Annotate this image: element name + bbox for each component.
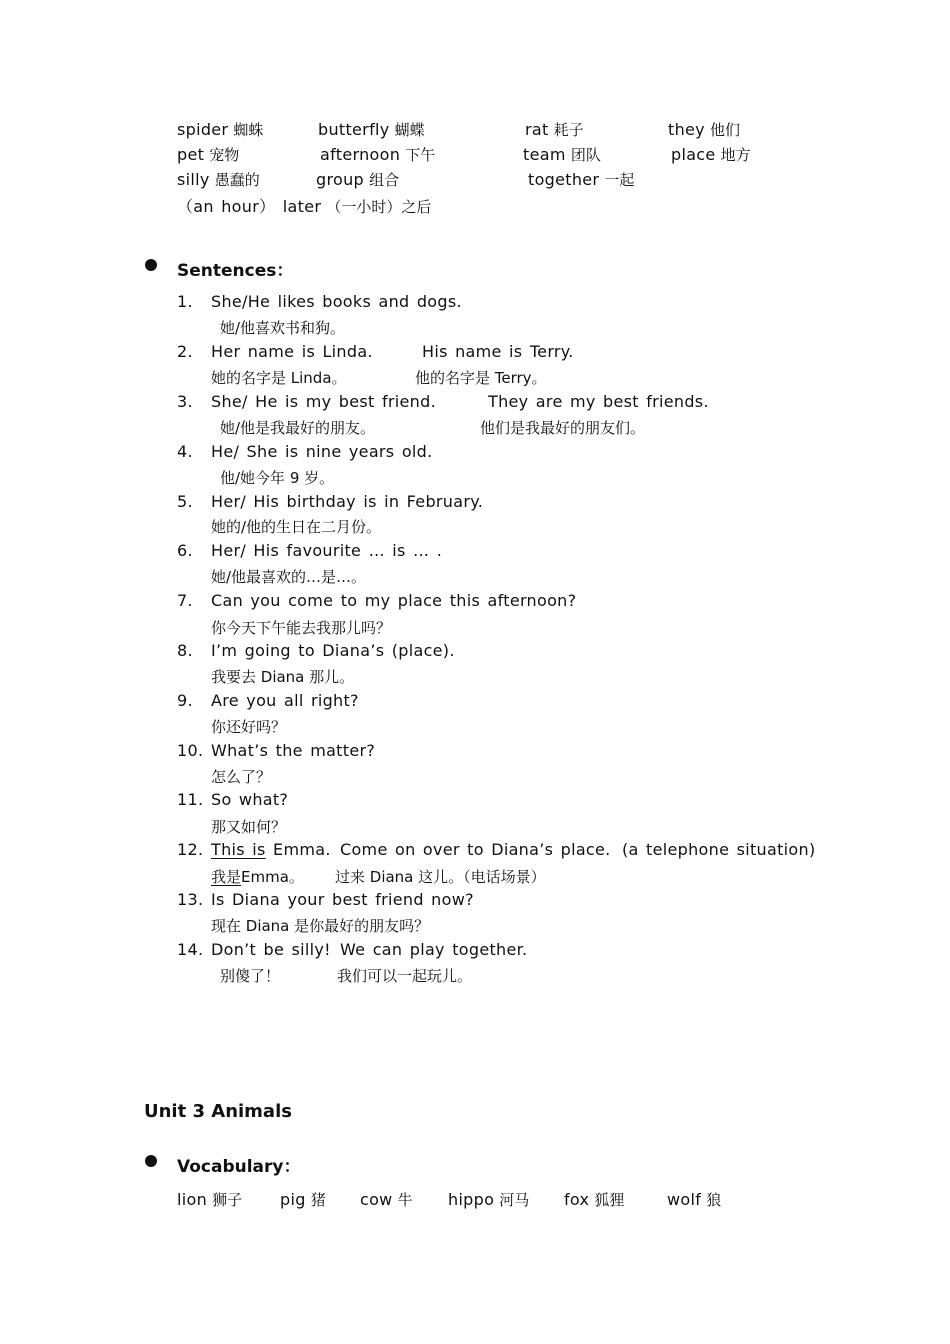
sentence-number: 9.: [177, 691, 193, 710]
sentence-english: This is Emma.: [211, 840, 331, 859]
sentence-english: Can you come to my place this afternoon?: [211, 591, 577, 610]
sentence-chinese: 她/他是我最好的朋友。: [220, 419, 376, 437]
vocab-item: fox 狐狸: [564, 1190, 625, 1209]
sentence-number: 5.: [177, 492, 193, 511]
sentence-chinese: 那又如何？: [211, 818, 287, 836]
sentence-number: 4.: [177, 442, 193, 461]
sentence-number: 13.: [177, 890, 204, 909]
sentence-number: 6.: [177, 541, 193, 560]
sentence-english: Her/ His birthday is in February.: [211, 492, 484, 511]
sentence-number: 2.: [177, 342, 193, 361]
underlined-phrase: This is: [211, 840, 266, 859]
sentence-english: His name is Terry.: [422, 342, 574, 361]
sentence-chinese: 我是Emma。: [211, 868, 304, 886]
vocab-item: butterfly 蝴蝶: [318, 120, 425, 139]
sentence-chinese: 他/她今年 9 岁。: [220, 469, 335, 487]
vocab-item: rat 耗子: [525, 120, 584, 139]
sentence-chinese: 她/他喜欢书和狗。: [220, 319, 346, 337]
vocab-item: cow 牛: [360, 1190, 413, 1209]
bullet-icon: [145, 259, 157, 271]
vocabulary-heading: Vocabulary：: [177, 1157, 301, 1177]
sentence-chinese: 你今天下午能去我那儿吗？: [211, 619, 392, 637]
bullet-icon: [145, 1155, 157, 1167]
sentence-chinese: 我们可以一起玩儿。: [337, 967, 473, 985]
vocab-item: team 团队: [523, 145, 601, 164]
vocab-item: lion 狮子: [177, 1190, 243, 1209]
sentence-chinese: 你还好吗？: [211, 718, 287, 736]
sentence-english: I’m going to Diana’s (place).: [211, 641, 455, 660]
sentence-english: Are you all right?: [211, 691, 359, 710]
sentence-chinese: 现在 Diana 是你最好的朋友吗？: [211, 917, 430, 935]
sentences-heading: Sentences：: [177, 261, 294, 281]
sentence-chinese: 她的/他的生日在二月份。: [211, 518, 382, 536]
vocab-item: （an hour） later （一小时）之后: [177, 197, 432, 216]
sentence-number: 7.: [177, 591, 193, 610]
sentence-note: (a telephone situation): [622, 840, 816, 859]
sentence-chinese: 别傻了！: [220, 967, 281, 985]
sentence-number: 12.: [177, 840, 204, 859]
vocab-item: group 组合: [316, 170, 400, 189]
sentence-chinese: 她/他最喜欢的…是…。: [211, 568, 367, 586]
sentence-number: 14.: [177, 940, 204, 959]
underlined-phrase: 我是: [211, 868, 242, 886]
sentence-english: Come on over to Diana’s place.: [340, 840, 611, 859]
sentence-english: Is Diana your best friend now?: [211, 890, 474, 909]
vocab-item: pet 宠物: [177, 145, 240, 164]
vocab-item: spider 蜘蛛: [177, 120, 264, 139]
unit-title: Unit 3 Animals: [144, 1101, 292, 1122]
vocab-item: hippo 河马: [448, 1190, 530, 1209]
sentence-english: Her/ His favourite … is … .: [211, 541, 443, 560]
vocab-item: they 他们: [668, 120, 741, 139]
sentence-number: 8.: [177, 641, 193, 660]
sentence-english: She/He likes books and dogs.: [211, 292, 462, 311]
sentence-english: She/ He is my best friend.: [211, 392, 436, 411]
vocab-item: together 一起: [528, 170, 635, 189]
sentence-chinese: 他们是我最好的朋友们。: [480, 419, 646, 437]
sentence-english: They are my best friends.: [488, 392, 709, 411]
sentence-number: 3.: [177, 392, 193, 411]
vocab-item: silly 愚蠢的: [177, 170, 260, 189]
sentence-english: Don’t be silly!: [211, 940, 331, 959]
vocab-item: afternoon 下午: [320, 145, 436, 164]
sentence-chinese: 我要去 Diana 那儿。: [211, 668, 355, 686]
sentence-english: What’s the matter?: [211, 741, 376, 760]
sentence-chinese: 他的名字是 Terry。: [415, 369, 547, 387]
sentence-chinese: 过来 Diana 这儿。（电话场景）: [335, 868, 546, 886]
sentence-number: 11.: [177, 790, 204, 809]
sentence-english: Her name is Linda.: [211, 342, 373, 361]
sentence-english: He/ She is nine years old.: [211, 442, 433, 461]
vocab-item: wolf 狼: [667, 1190, 722, 1209]
vocab-item: place 地方: [671, 145, 751, 164]
sentence-number: 10.: [177, 741, 204, 760]
vocab-item: pig 猪: [280, 1190, 326, 1209]
sentence-english: We can play together.: [340, 940, 528, 959]
sentence-chinese: 她的名字是 Linda。: [211, 369, 347, 387]
sentence-number: 1.: [177, 292, 193, 311]
sentence-english: So what?: [211, 790, 289, 809]
sentence-chinese: 怎么了？: [211, 768, 272, 786]
